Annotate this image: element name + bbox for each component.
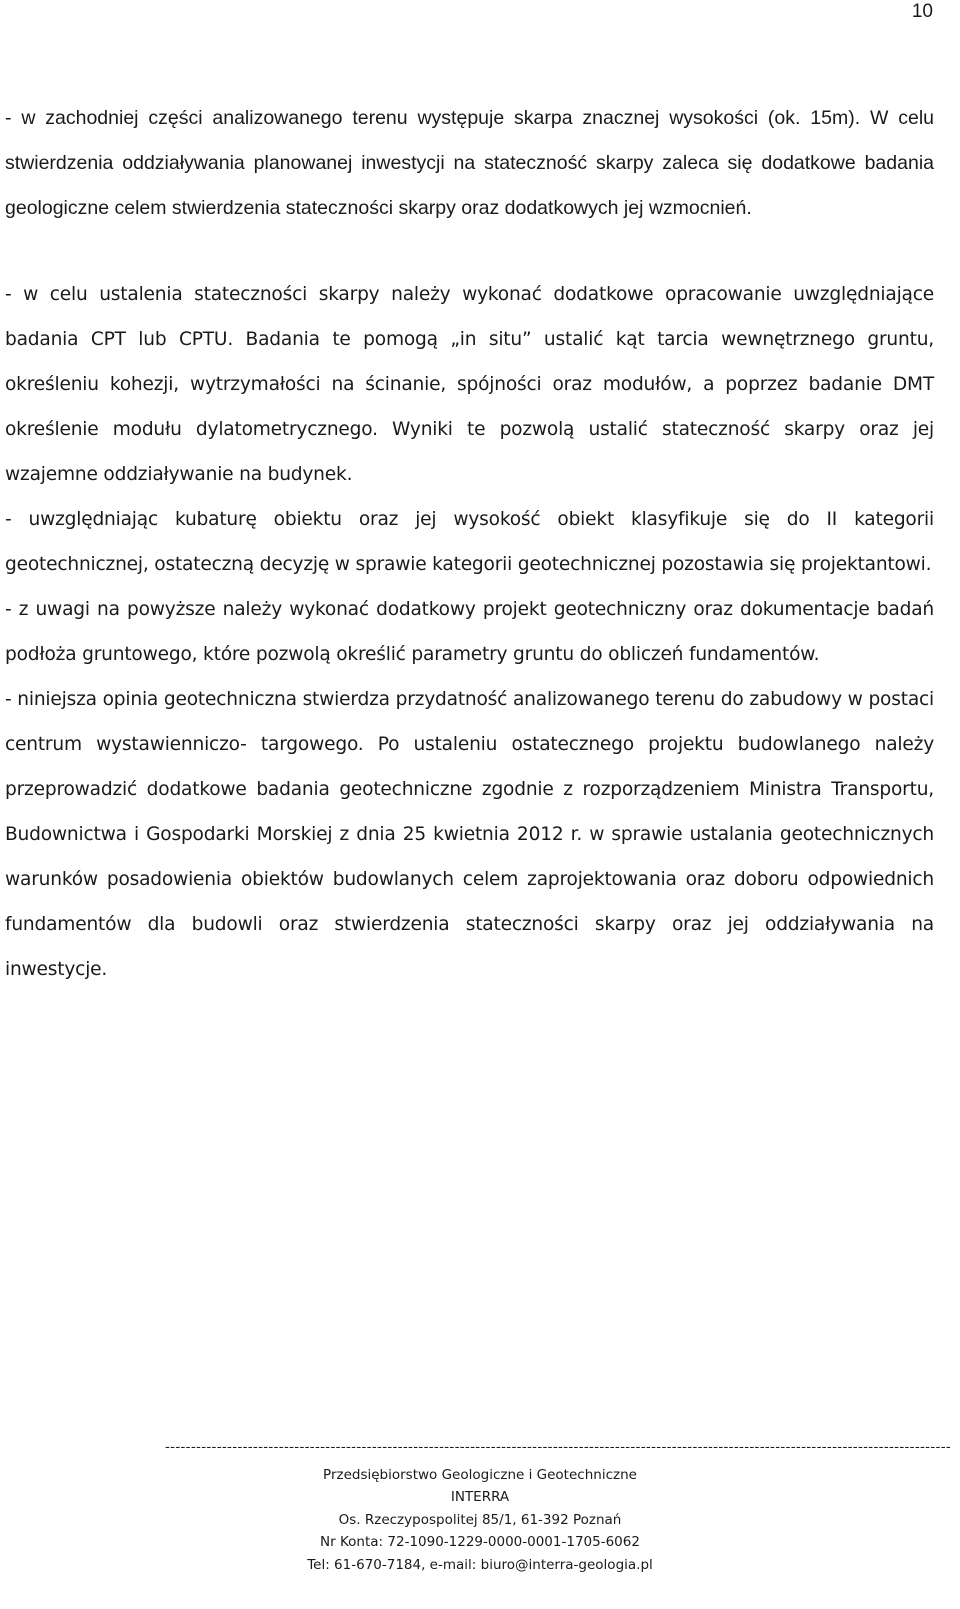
page-footer <box>0 1436 960 1576</box>
paragraph-suitability-opinion: - niniejsza opinia geotechniczna stwierdza przydatność analizowanego terenu do zabudowy w postaci centrum wystawienniczo- targowego. Po ustaleniu ostatecznego projektu budowlanego należy przeprowadzić dodatkowe badania geotechniczne zgodnie z rozporządzeniem Ministra Transportu, Budownictwa i Gospodarki Morskiej z dnia 25 kwietnia 2012 r. w sprawie ustalania geotechnicznych warunków posadowienia obiektów budowlanych celem zaprojektowania oraz doboru odpowiednich fundamentów dla budowli oraz stwierdzenia stateczności skarpy oraz jej oddziaływania na inwestycje. <box>5 689 934 980</box>
paragraph-stability-tests: - w celu ustalenia stateczności skarpy należy wykonać dodatkowe opracowanie uwzględniające badania CPT lub CPTU. Badania te pomogą „in situ” ustalić kąt tarcia wewnętrznego gruntu, określeniu kohezji, wytrzymałości na ścinanie, spójności oraz modułów, a poprzez badanie DMT określenie modułu dylatometrycznego. Wyniki te pozwolą ustalić stateczność skarpy oraz jej wzajemne oddziaływanie na budynek. <box>5 284 934 485</box>
footer-contact: Tel: 61-670-7184, e-mail: biuro@interra-geologia.pl <box>307 1556 653 1573</box>
footer-company-name: INTERRA <box>450 1489 510 1505</box>
footer-bank-account: Nr Konta: 72-1090-1229-0000-0001-1705-6062 <box>320 1534 640 1550</box>
footer-company: Przedsiębiorstwo Geologiczne i Geotechniczne <box>323 1466 637 1483</box>
paragraph-geotechnical-category: - uwzględniając kubaturę obiektu oraz jej wysokość obiekt klasyfikuje się do II kategorii geotechnicznej, ostateczną decyzję w sprawie kategorii geotechnicznej pozostawia się projektantowi. <box>5 509 934 575</box>
footer-address: Os. Rzeczypospolitej 85/1, 61-392 Poznań <box>338 1511 622 1528</box>
footer-divider: -------------------------------------------------------------------------------------------------------------------------------------------------------- <box>165 1439 952 1455</box>
section-intro <box>5 96 934 231</box>
page-number: 10 <box>911 1 933 22</box>
paragraph-additional-project: - z uwagi na powyższe należy wykonać dodatkowy projekt geotechniczny oraz dokumentacje badań podłoża gruntowego, które pozwolą określić parametry gruntu do obliczeń fundamentów. <box>5 599 934 665</box>
paragraph-escarpment: - w zachodniej części analizowanego terenu występuje skarpa znacznej wysokości (ok. 15m). W celu stwierdzenia oddziaływania planowanej inwestycji na stateczność skarpy zaleca się dodatkowe badania geologiczne celem stwierdzenia stateczności skarpy oraz dodatkowych jej wzmocnień. <box>5 107 934 219</box>
section-recommendations <box>5 272 934 992</box>
